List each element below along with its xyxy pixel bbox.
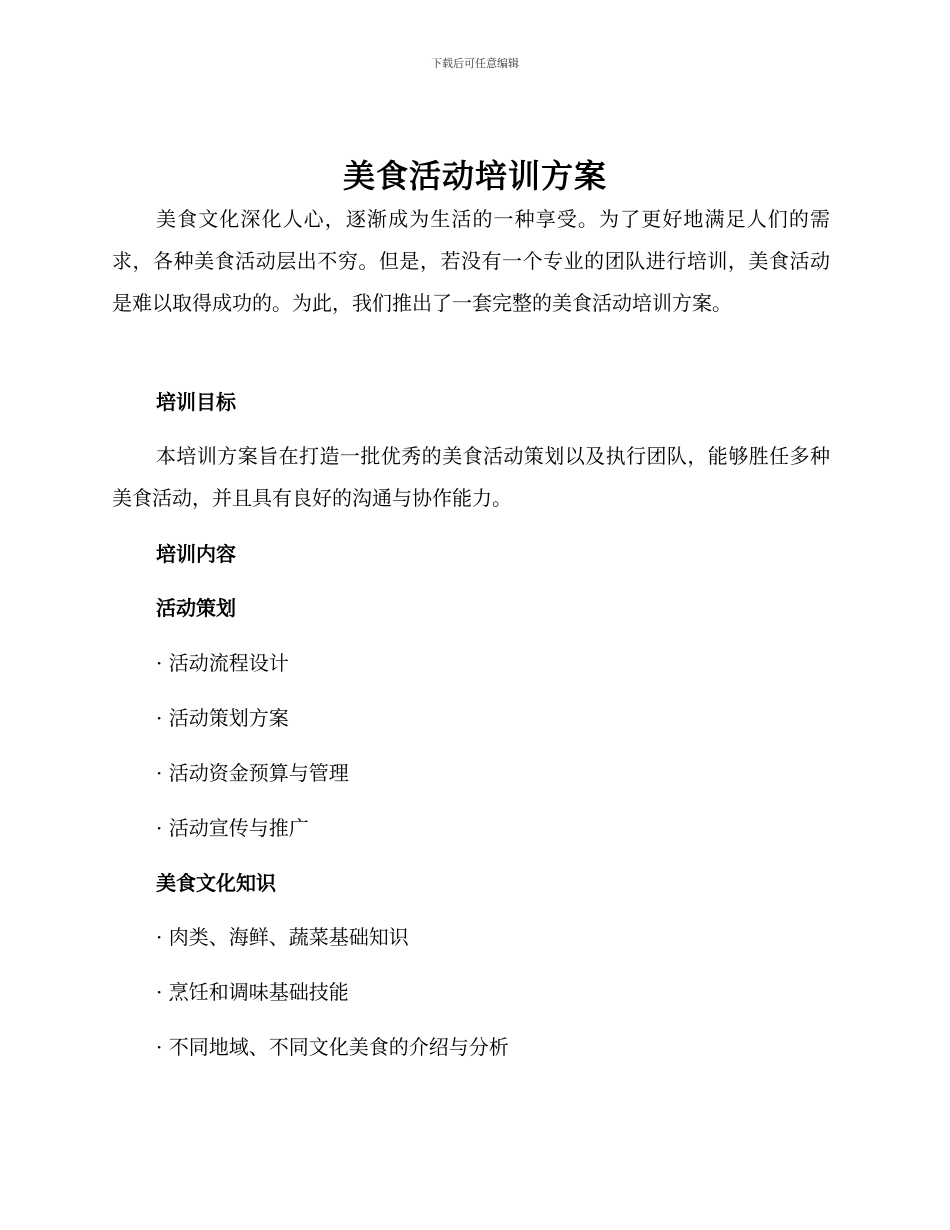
goal-paragraph: 本培训方案旨在打造一批优秀的美食活动策划以及执行团队，能够胜任多种美食活动，并且具有良好的沟通与协作能力。 — [112, 444, 830, 510]
planning-heading: 活动策划 — [156, 596, 236, 620]
culture-item: · 肉类、海鲜、蔬菜基础知识 — [156, 925, 409, 949]
culture-item: · 不同地域、不同文化美食的介绍与分析 — [156, 1035, 509, 1059]
goal-heading: 培训目标 — [156, 390, 236, 414]
planning-item: · 活动宣传与推广 — [156, 816, 309, 840]
planning-item: · 活动资金预算与管理 — [156, 761, 349, 785]
culture-item: · 烹饪和调味基础技能 — [156, 980, 349, 1004]
planning-item: · 活动流程设计 — [156, 651, 289, 675]
culture-heading: 美食文化知识 — [156, 871, 276, 895]
intro-paragraph: 美食文化深化人心，逐渐成为生活的一种享受。为了更好地满足人们的需求，各种美食活动层出不穷。但是，若没有一个专业的团队进行培训，美食活动是难以取得成功的。为此，我们推出了一套完整的美食活动培训方案。 — [112, 207, 830, 315]
content-heading: 培训内容 — [156, 542, 236, 566]
planning-item: · 活动策划方案 — [156, 706, 289, 730]
document-title: 美食活动培训方案 — [342, 157, 607, 195]
page-header-note: 下载后可任意编辑 — [431, 57, 519, 70]
